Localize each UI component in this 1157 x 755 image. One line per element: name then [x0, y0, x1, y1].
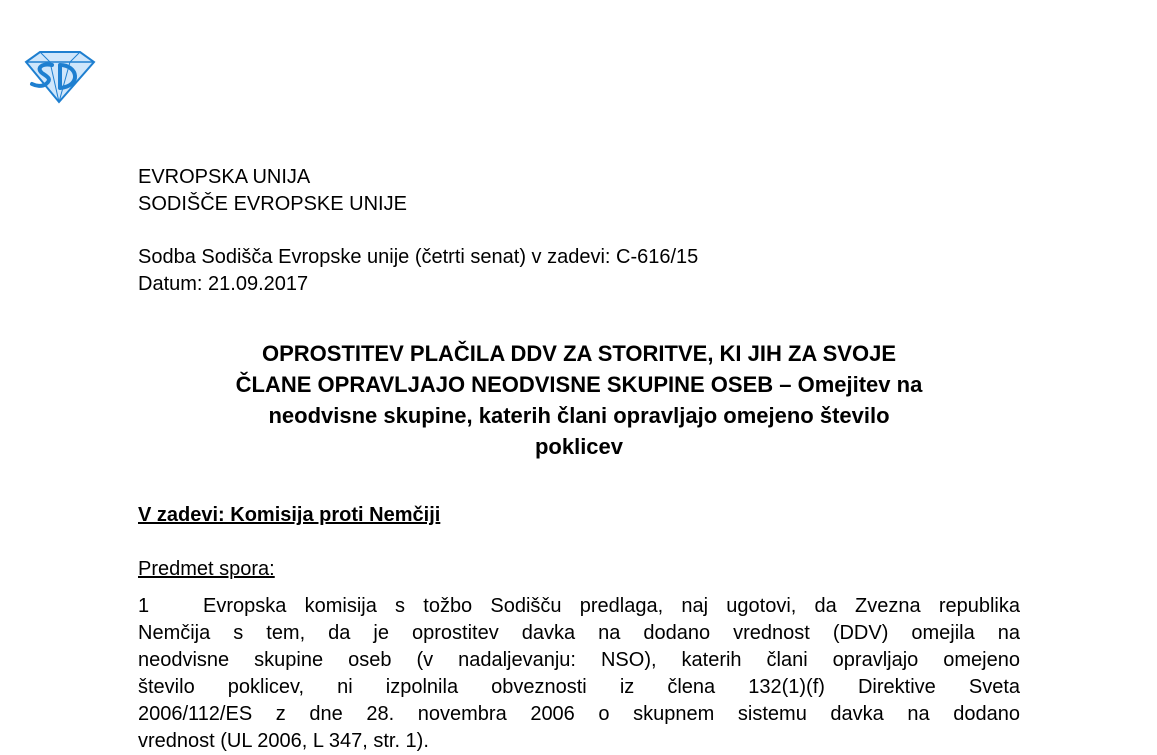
matter-heading: V zadevi: Komisija proti Nemčiji: [138, 504, 441, 526]
subject-heading: Predmet spora:: [138, 558, 275, 580]
title-line: poklicev: [534, 434, 624, 459]
paragraph-line: število poklicev, ni izpolnila obveznosti iz člena 132(1)(f) Direktive Sveta: [138, 676, 1020, 698]
title-line: neodvisne skupine, katerih člani opravljajo omejeno število: [268, 403, 890, 428]
court-header: [138, 164, 407, 218]
paragraph-line: Nemčija s tem, da je oprostitev davka na dodano vrednost (DDV) omejila na: [138, 622, 1020, 644]
case-date: Datum: 21.09.2017: [138, 273, 309, 295]
title-line: OPROSTITEV PLAČILA DDV ZA STORITVE, KI JIH ZA SVOJE: [261, 341, 896, 366]
paragraph-number: 1: [138, 595, 150, 617]
paragraph-line: vrednost (UL 2006, L 347, str. 1).: [138, 730, 429, 752]
sd-diamond-logo-icon: [22, 48, 96, 104]
judgment-title: [138, 338, 1020, 462]
header-court: SODIŠČE EVROPSKE UNIJE: [138, 193, 407, 215]
header-union: EVROPSKA UNIJA: [138, 166, 311, 188]
title-line: ČLANE OPRAVLJAJO NEODVISNE SKUPINE OSEB – Omejitev na: [235, 372, 923, 397]
paragraph-line-text: Evropska komisija s tožbo Sodišču predlaga, naj ugotovi, da Zvezna republika: [203, 595, 1020, 617]
paragraph-1: [138, 593, 1020, 755]
paragraph-line: 2006/112/ES z dne 28. novembra 2006 o skupnem sistemu davka na dodano: [138, 703, 1020, 725]
paragraph-line: neodvisne skupine oseb (v nadaljevanju: NSO), katerih člani opravljajo omejeno: [138, 649, 1020, 671]
case-info: [138, 244, 698, 298]
case-reference: Sodba Sodišča Evropske unije (četrti senat) v zadevi: C-616/15: [138, 246, 699, 268]
paragraph-line: [138, 593, 1020, 620]
